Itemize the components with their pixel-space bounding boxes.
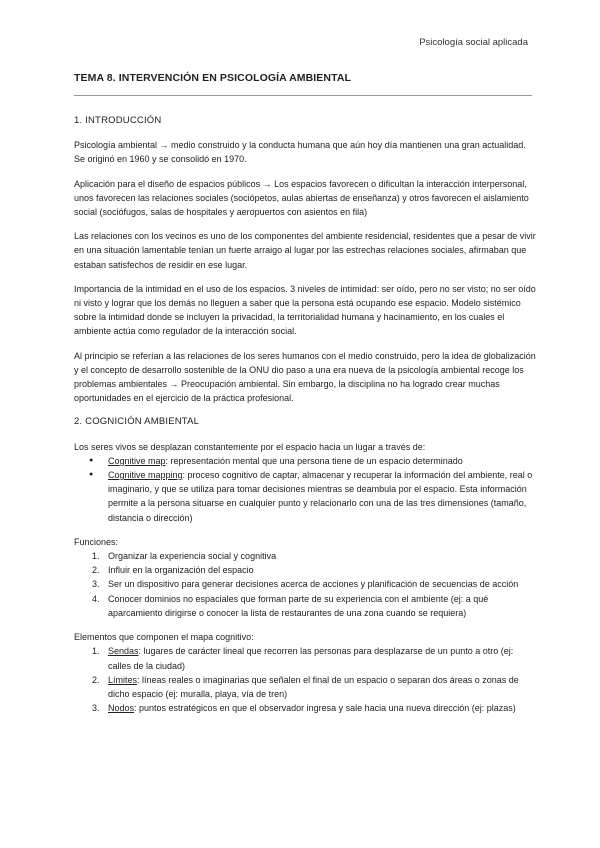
list-item: 3. Ser un dispositivo para generar decisiones acerca de acciones y planificación de secuencias de acción [92,579,519,590]
term: Límites [108,674,138,685]
list-item: 3. Nodos: puntos estratégicos en que el observador ingresa y sale hacia una nueva dirección (ej: plazas) [92,703,516,714]
list-item: 2. Límites: líneas reales o imaginarias que señalen el final de un espacio o separan dos áreas o zonas de dicho espacio (ej: muralla, playa, vía de tren) [92,674,519,699]
definition: : representación mental que una persona tiene de un espacio determinado [165,455,463,466]
term: Cognitive mapping [108,470,183,481]
term: Sendas [108,646,139,657]
section-heading-cognicion: 2. COGNICIÓN AMBIENTAL [74,416,200,428]
bullet-list [74,454,536,525]
list-item: 1. Sendas: lugares de carácter lineal que recorren las personas para desplazarse de un punto a otro (ej: calles de la ciudad) [92,646,514,671]
paragraph: Las relaciones con los vecinos es uno de los componentes del ambiente residencial, residentes que a pesar de vivir en una situación lamentable tenían un fuerte arraigo al lugar por las estrechas relaciones sociales, afirmaban que estaban satisfechos de residir en ese lugar. [74,231,536,270]
paragraph: Psicología ambiental → medio construido y la conducta humana que aún hoy día mantienen una gran actualidad. Se originó en 1960 y se consolidó en 1970. [74,140,526,165]
term: Cognitive map [108,455,166,466]
paragraph: Al principio se referían a las relaciones de los seres humanos con el medio construido, pero la idea de globalización y el concepto de desarrollo sostenible de la ONU dio paso a una era nueva de la psicología ambiental recoge los problemas ambientales → Preocupación ambiental. Sin embargo, la disciplina no ha logrado crear muchas oportunidades en el ejercicio de la práctica profesional. [74,350,536,404]
section-heading-intro: 1. INTRODUCCIÓN [74,115,162,126]
numbered-list-funciones [74,549,536,620]
list-item [74,454,536,468]
list-item: 4. Conocer dominios no espaciales que forman parte de su experiencia con el ambiente (ej: a qué aparcamiento dirigirse o conocer la lista de restaurantes de una zona cuando se requiera) [92,593,489,618]
paragraph: Los seres vivos se desplazan constantemente por el espacio hacia un lugar a través de: [74,441,426,452]
document-body [74,114,536,725]
document-title: TEMA 8. INTERVENCIÓN EN PSICOLOGÍA AMBIENTAL [74,72,352,84]
term: Nodos [108,703,135,714]
list-item [74,468,536,525]
paragraph: Importancia de la intimidad en el uso de los espacios. 3 niveles de intimidad: ser oído, pero no ser visto; no ser oído ni visto y lograr que los demás no lleguen a saber que la persona está ocupando ese espacio. Modelo sistémico sobre la intimidad donde se incluyen la privacidad, la territorialidad humana y hacinamiento, en los cuales el ambiente actúa como regulador de la interacción social. [74,283,536,337]
list-label: Funciones: [74,536,119,547]
list-item: 1. Organizar la experiencia social y cognitiva [92,551,277,562]
numbered-list-elementos [74,644,536,715]
horizontal-rule [74,95,532,96]
paragraph: Aplicación para el diseño de espacios públicos → Los espacios favorecen o dificultan la interacción interpersonal, unos favorecen las relaciones sociales (sociópetos, aulas abiertas de enseñanza) y otros favorecen el aislamiento social (sociófugos, salas de hospitales y aeropuertos con asientos en fila) [74,178,529,218]
running-header: Psicología social aplicada [419,37,528,48]
list-label: Elementos que componen el mapa cognitivo: [74,632,254,643]
definition: : proceso cognitivo de captar, almacenar y recuperar la información del ambiente, real o imaginario, y que se utiliza para tomar decisiones mientras se deambula por el espacio. Esta información permite a la persona situarse en cualquier punto y relacionarlo con una de las tres dimensiones (tamaño, distancia o dirección) [108,470,533,523]
list-item: 2. Influir en la organización del espacio [92,565,254,576]
